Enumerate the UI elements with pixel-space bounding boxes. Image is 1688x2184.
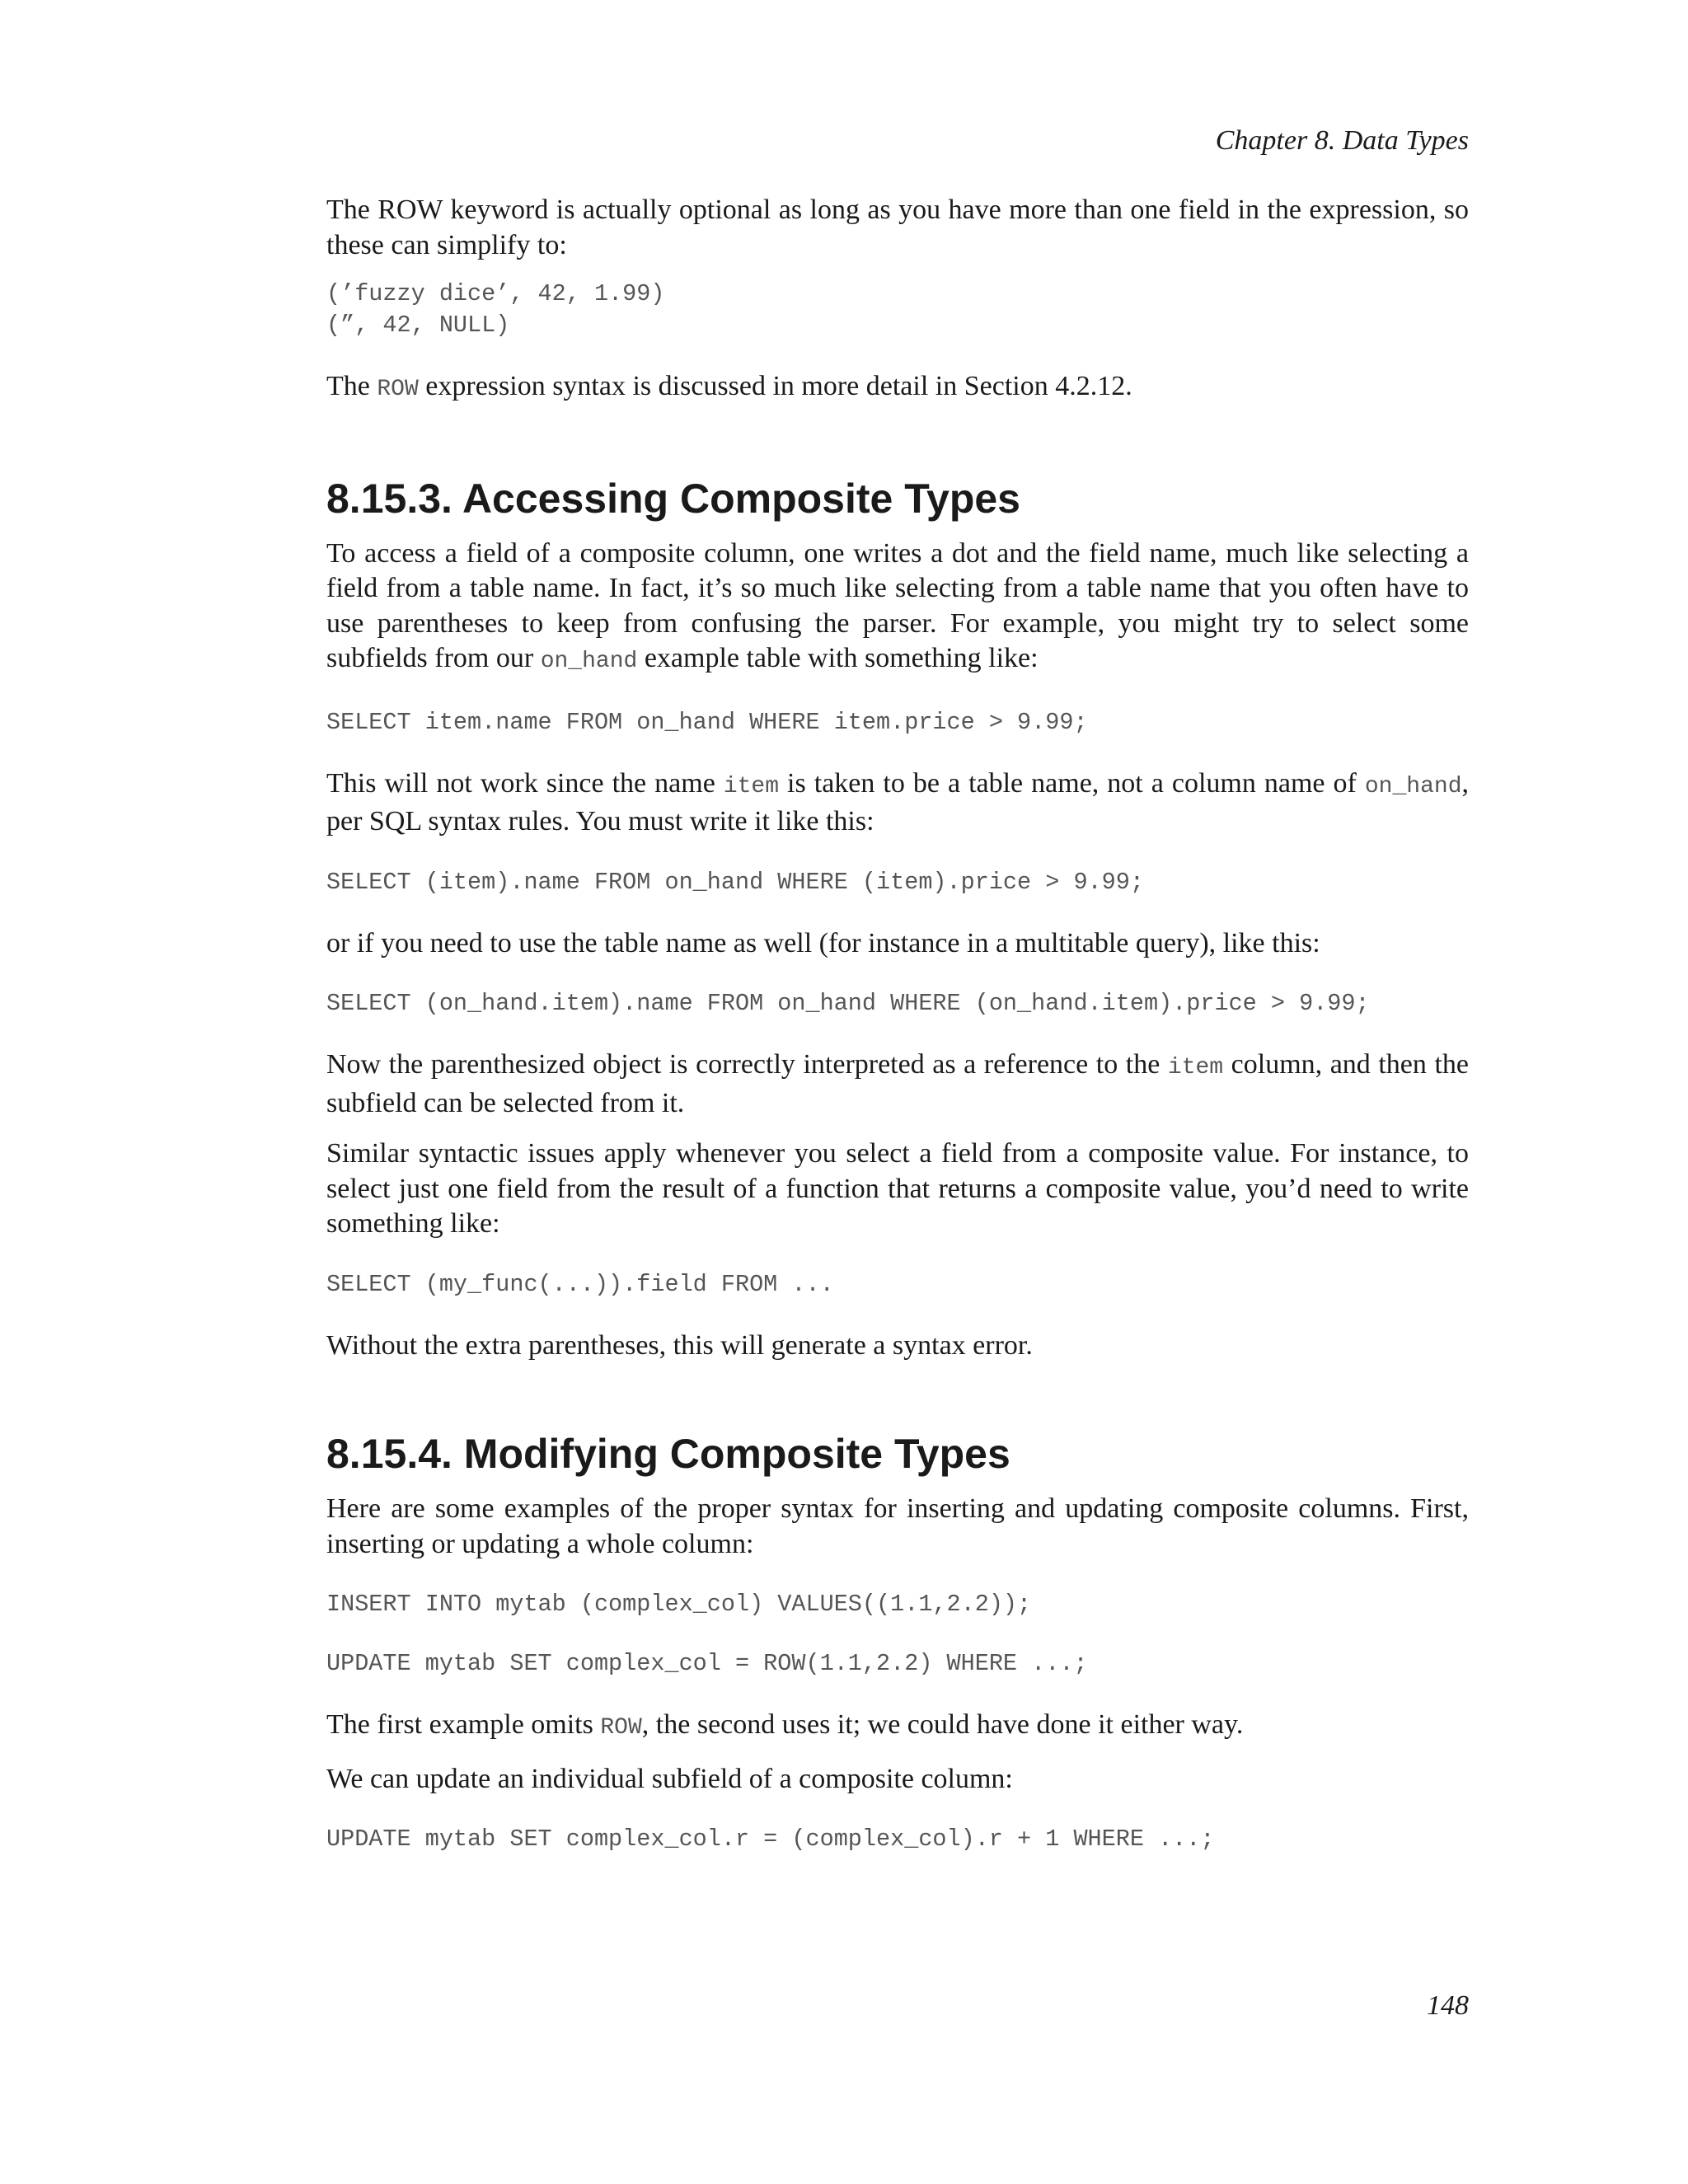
text-run: Now the parenthesized object is correctly interpreted as a reference to the — [326, 1049, 1168, 1080]
paragraph — [326, 766, 1469, 840]
text-run: expression syntax is discussed in more detail in Section 4.2.12. — [418, 371, 1132, 401]
inline-code: on_hand — [540, 649, 638, 674]
code-block: SELECT (on_hand.item).name FROM on_hand WHERE (on_hand.item).price > 9.99; — [326, 990, 1370, 1017]
code-block: UPDATE mytab SET complex_col = ROW(1.1,2.2) WHERE ...; — [326, 1650, 1088, 1677]
inline-code: ROW — [600, 1715, 642, 1741]
inline-code: on_hand — [1364, 773, 1462, 799]
paragraph — [326, 1708, 1469, 1746]
code-block — [326, 279, 1469, 341]
code-block: SELECT (item).name FROM on_hand WHERE (item).price > 9.99; — [326, 868, 1144, 896]
inline-code: item — [723, 773, 780, 799]
inline-code: ROW — [377, 377, 419, 402]
text-run: example table with something like: — [637, 643, 1039, 673]
paragraph: Here are some examples of the proper syntax for inserting and updating composite columns. First, inserting or updating a whole column: — [326, 1493, 1469, 1559]
page-content — [326, 193, 1469, 1883]
text-run: To access a field of a composite column, one writes a dot and the field name, much like selecting a field from a table name. In fact, it’s so much like selecting from a table name that you often have to use parentheses to keep from confusing the parser. For example, you might try to select some subfields from our — [326, 537, 1469, 673]
page-number: 148 — [1427, 1990, 1469, 2021]
section-heading: 8.15.4. Modifying Composite Types — [326, 1431, 1010, 1477]
inline-code: item — [1167, 1055, 1224, 1080]
paragraph: We can update an individual subfield of a composite column: — [326, 1763, 1013, 1794]
code-block: INSERT INTO mytab (complex_col) VALUES((1.1,2.2)); — [326, 1591, 1032, 1618]
text-run: The first example omits — [326, 1709, 601, 1740]
text-run: This will not work since the name — [326, 767, 724, 799]
text-run: is taken to be a table name, not a column name of — [779, 767, 1365, 799]
paragraph: or if you need to use the table name as well (for instance in a multitable query), like this: — [326, 927, 1320, 958]
code-block: SELECT (my_func(...)).field FROM ... — [326, 1270, 834, 1298]
running-header: Chapter 8. Data Types — [1215, 125, 1469, 156]
paragraph — [326, 1047, 1469, 1121]
text-run: The — [326, 371, 377, 401]
code-block: SELECT item.name FROM on_hand WHERE item.price > 9.99; — [326, 708, 1088, 736]
paragraph: Similar syntactic issues apply whenever you select a field from a composite value. For instance, to select just one field from the result of a function that returns a composite value, you’d need to write something like: — [326, 1138, 1469, 1239]
document-page — [326, 0, 1469, 2184]
section-heading: 8.15.3. Accessing Composite Types — [326, 475, 1020, 522]
paragraph — [326, 537, 1469, 680]
paragraph: Without the extra parentheses, this will generate a syntax error. — [326, 1329, 1033, 1361]
text-run: column, and then the subfield can be selected from it. — [326, 1049, 1469, 1118]
text-run: , per SQL syntax rules. You must write it like this: — [326, 767, 1469, 837]
code-line: (”, 42, NULL) — [326, 312, 510, 339]
paragraph: The ROW keyword is actually optional as long as you have more than one field in the expression, so these can simplify to: — [326, 194, 1469, 260]
code-line: (’fuzzy dice’, 42, 1.99) — [326, 280, 665, 307]
paragraph — [326, 369, 1469, 408]
text-run: , the second uses it; we could have done it either way. — [641, 1709, 1244, 1740]
code-block: UPDATE mytab SET complex_col.r = (complex_col).r + 1 WHERE ...; — [326, 1825, 1215, 1853]
